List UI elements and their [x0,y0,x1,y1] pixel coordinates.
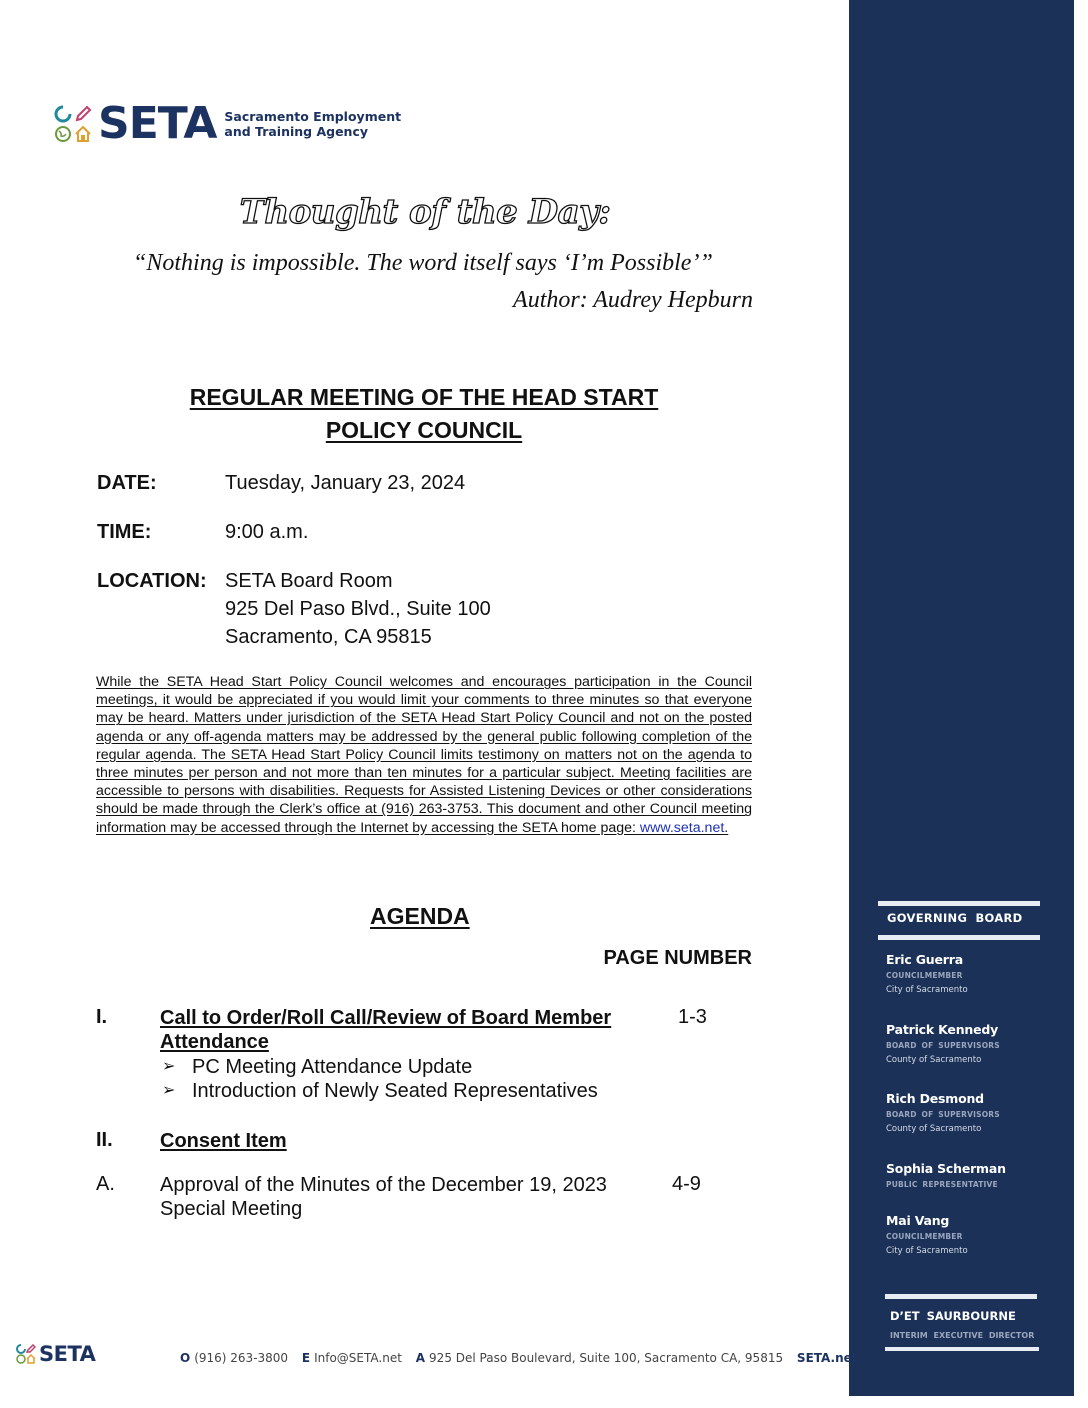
governing-board-heading: GOVERNING BOARD [887,911,1023,925]
agenda-item-number: II. [96,1129,113,1151]
date-value: Tuesday, January 23, 2024 [225,472,466,494]
logo-icons [16,1344,36,1364]
email-key: E [301,1351,311,1365]
location-value [225,567,491,651]
agenda-subitem [162,1079,598,1103]
agenda-item-title: Consent Item [160,1130,287,1152]
logo-wordmark: SETA [98,98,217,149]
house-icon [74,125,92,143]
tagline-line: Sacramento Employment [224,109,402,124]
member-name: Rich Desmond [886,1091,984,1106]
footer-contact [180,1351,858,1365]
agenda-item-title-line: Approval of the Minutes of the December 19, 2023 [160,1174,607,1196]
date-label: DATE: [97,472,157,494]
notice-trailing: . [724,819,729,836]
divider [885,1347,1039,1351]
member-org: County of Sacramento [886,1055,982,1065]
agenda-item-pages: 4-9 [672,1173,701,1195]
meeting-title-line: REGULAR MEETING OF THE HEAD START [189,384,659,410]
tagline-line: and Training Agency [224,124,369,139]
public-comment-notice [96,673,752,837]
footer-phone: (916) 263-3800 [194,1351,289,1365]
member-org: County of Sacramento [886,1124,982,1134]
page-number-header: PAGE NUMBER [603,947,752,969]
refresh-circle-icon [54,105,72,123]
agenda-subitem-text: PC Meeting Attendance Update [192,1056,473,1078]
agenda-item-title-line: Attendance [160,1031,269,1053]
logo-icons [54,105,92,143]
seta-logo [54,98,402,149]
time-value: 9:00 a.m. [225,521,309,543]
board-member [886,1022,1000,1065]
member-name: Sophia Scherman [886,1161,1006,1176]
member-name: Mai Vang [886,1213,950,1228]
footer-website-link[interactable]: SETA.net [796,1351,858,1365]
member-role: COUNCILMEMBER [886,1232,963,1241]
arrow-bullet-icon: ➢ [162,1058,176,1075]
agenda-title: AGENDA [370,903,470,929]
agenda-subitem-text: Introduction of Newly Seated Representatives [192,1080,598,1102]
member-name: Patrick Kennedy [886,1022,999,1037]
globe-icon [54,125,72,143]
board-member [886,1091,1000,1134]
phone-key: O [180,1351,191,1365]
location-row [97,567,491,651]
agenda-item-number: I. [96,1006,108,1028]
time-row [97,518,308,546]
footer-wordmark: SETA [39,1342,96,1366]
footer-email[interactable]: Info@SETA.net [314,1351,402,1365]
address-key: A [415,1351,426,1365]
thought-of-the-day-title: Thought of the Day: [239,192,611,232]
meeting-title-line: POLICY COUNCIL [325,417,523,443]
agenda-item-title-line: Special Meeting [160,1198,303,1220]
thought-quote: “Nothing is impossible. The word itself says ‘I’m Possible’” [133,250,713,276]
footer-logo [16,1342,95,1366]
agenda-item-title-line: Call to Order/Roll Call/Review of Board Member [160,1007,612,1029]
meeting-title [0,381,848,447]
logo-tagline [224,109,401,139]
thought-author: Author: Audrey Hepburn [513,287,753,313]
footer-address: 925 Del Paso Boulevard, Suite 100, Sacramento CA, 95815 [429,1351,784,1365]
notice-text: While the SETA Head Start Policy Council welcomes and encourages participation in the Council meetings, it would be appreciated if you would limit your comments to three minutes so that everyone may be heard. Matters under jurisdiction of the SETA Head Start Policy Council and not on the posted agenda or any off-agenda matters may be addressed by the general public following completion of the regular agenda. The SETA Head Start Policy Council limits testimony on matters not on the agenda to three minutes per person and not more than ten minutes for a particular subject. Meeting facilities are accessible to persons with disabilities. Requests for Assisted Listening Devices or other considerations should be made through the Clerk’s office at (916) 263-3753. This document and other Council meeting information may be accessed through the Internet by accessing the SETA home page: [96,674,752,836]
board-member [886,952,968,995]
location-line: SETA Board Room [225,570,393,592]
executive-director-name: D’ET SAURBOURNE [890,1309,1016,1323]
date-row [97,469,465,497]
pencil-icon [74,105,92,123]
seta-website-link[interactable]: www.seta.net [639,819,725,836]
member-role: COUNCILMEMBER [886,971,963,980]
agenda-item-number: A. [96,1173,115,1195]
agenda-item-pages: 1-3 [678,1006,707,1028]
board-member [886,1213,968,1256]
member-role: PUBLIC REPRESENTATIVE [886,1180,998,1189]
agenda-item-title [160,1006,611,1054]
executive-director-title: INTERIM EXECUTIVE DIRECTOR [890,1331,1035,1340]
member-role: BOARD OF SUPERVISORS [886,1041,1000,1050]
divider [878,901,1040,906]
divider [878,935,1040,940]
member-name: Eric Guerra [886,952,963,967]
member-org: City of Sacramento [886,985,968,995]
divider [885,1294,1037,1299]
time-label: TIME: [97,521,152,543]
arrow-bullet-icon: ➢ [162,1082,176,1099]
location-line: Sacramento, CA 95815 [225,626,432,648]
member-role: BOARD OF SUPERVISORS [886,1110,1000,1119]
board-member [886,1161,1006,1189]
member-org: City of Sacramento [886,1246,968,1256]
location-label: LOCATION: [97,570,207,592]
location-line: 925 Del Paso Blvd., Suite 100 [225,598,491,620]
agenda-item-title [160,1173,607,1221]
agenda-subitem [162,1055,472,1079]
